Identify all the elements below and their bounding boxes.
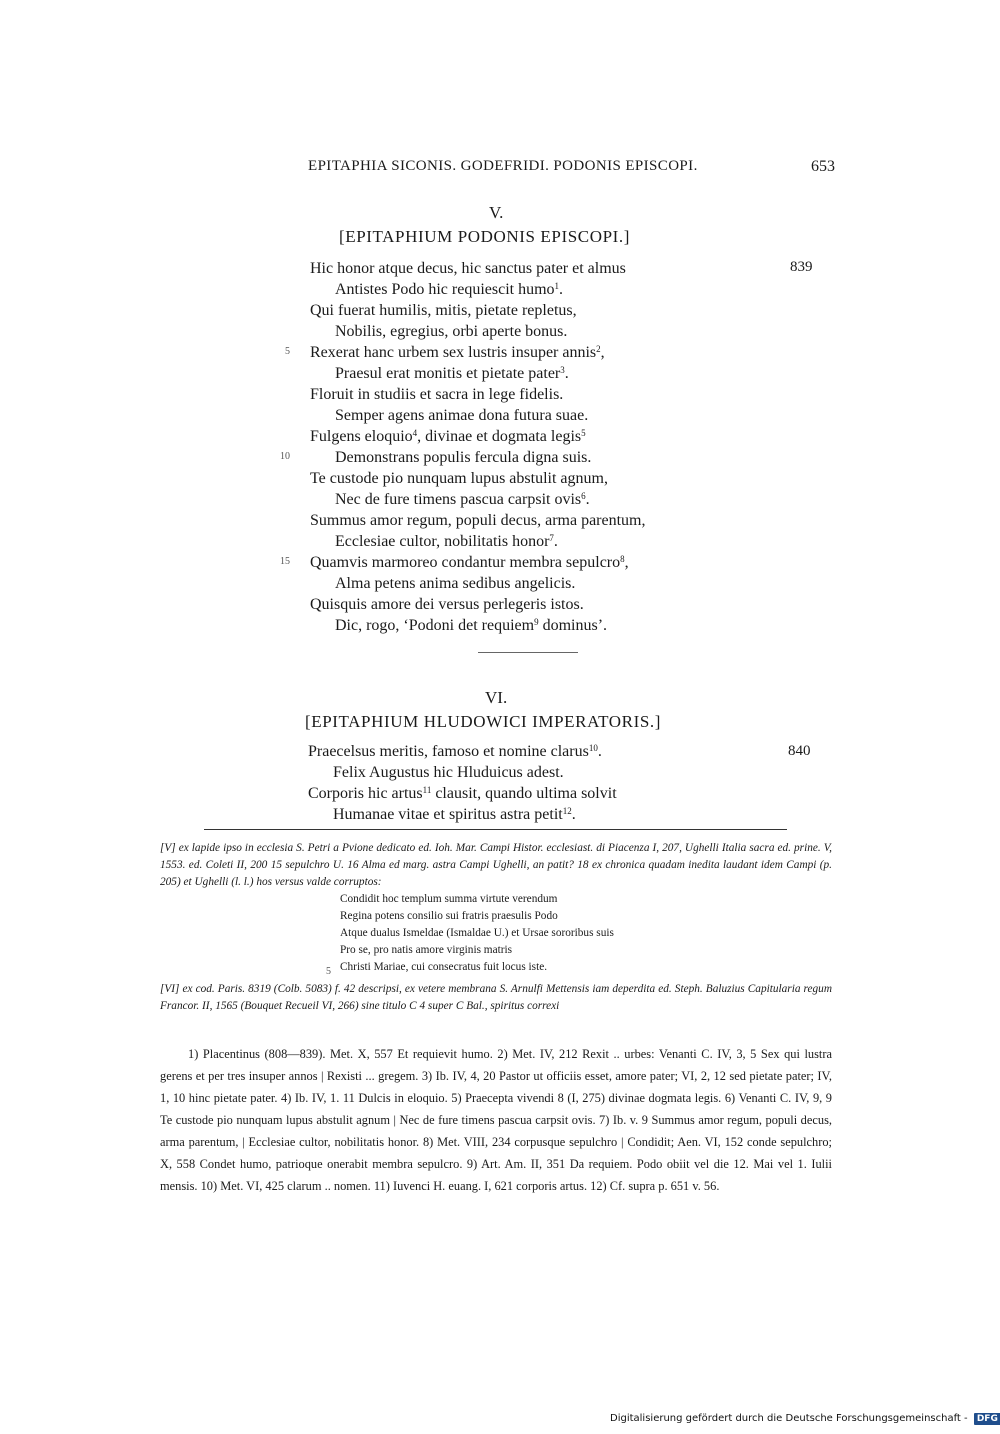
running-head: EPITAPHIA SICONIS. GODEFRIDI. PODONIS EPISCOPI. bbox=[308, 158, 698, 174]
verse-line: Semper agens animae dona futura suae. bbox=[335, 407, 589, 424]
footnote-ref[interactable]: 7 bbox=[549, 533, 554, 543]
footnote-ref[interactable]: 3 bbox=[560, 365, 565, 375]
poem-line: Regina potens consilio sui fratris praesulis Podo bbox=[340, 910, 558, 922]
footnote-ref[interactable]: 11 bbox=[422, 785, 432, 795]
verse-line: Rexerat hanc urbem sex lustris insuper annis$^2$, bbox=[310, 344, 605, 361]
footnote-ref[interactable]: 2 bbox=[596, 344, 601, 354]
verse-line: Nec de fure timens pascua carpsit ovis$^6$. bbox=[335, 491, 590, 508]
footnote-ref[interactable]: 6 bbox=[581, 491, 586, 501]
verse-line: Qui fuerat humilis, mitis, pietate repletus, bbox=[310, 302, 577, 319]
apparatus-v bbox=[160, 840, 832, 891]
apparatus-poem bbox=[340, 891, 614, 976]
footnotes-text: 1) Placentinus (808—839). Met. X, 557 Et requievit humo. 2) Met. IV, 212 Rexit .. urbes: Venanti C. IV, 3, 5 Sex qui lustra gerens et per tres insuper annos | Rexisti ... gregem. 3) Ib. IV, 4, 20 Pastor ut officiis esset, amore pater; VI, 2, 12 sed pietate pater; IV, 1, 10 hinc pietate pater. 4) Ib. IV, 1. 11 Dulcis in eloquio. 5) Praecepta vivendi 8 (I, 275) divinae dogmata legis. 6) Venanti C. IV, 9, 9 Te custode pio nunquam lupus abstulit agnum | Nec de fure timens pascua carpsit ovis. 7) Ib. v. 9 Summus amor regum, populi decus, arma parentum, | Ecclesiae cultor, nobilitatis honor. 8) Met. VIII, 234 corpusque sepulchro | Condidit; Aen. VI, 152 conde sepulchro; X, 558 Condet humo, patrioque onerabit membra sepulcro. 9) Art. Am. II, 351 Da requiem. Podo obiit vel die 12. Mai vel 1. Iulii mensis. 10) Met. VI, 425 clarum .. nomen. 11) Iuvenci H. euang. I, 621 corporis artus. 12) Cf. supra p. 651 v. 56. bbox=[160, 1047, 832, 1193]
verse-line: Corporis hic artus$^{11}$ clausit, quando ultima solvit bbox=[308, 785, 617, 802]
verse-line: Praecelsus meritis, famoso et nomine clarus$^{10}$. bbox=[308, 743, 602, 760]
verse-line: Quamvis marmoreo condantur membra sepulcro$^8$, bbox=[310, 554, 629, 571]
line-number: 10 bbox=[280, 451, 290, 462]
poem-line: Condidit hoc templum summa virtute verendum bbox=[340, 893, 558, 905]
page-number: 653 bbox=[811, 158, 835, 175]
verse-line: Summus amor regum, populi decus, arma parentum, bbox=[310, 512, 646, 529]
poem-line-number: 5 bbox=[326, 966, 331, 977]
section-vi-title: [EPITAPHIUM HLUDOWICI IMPERATORIS.] bbox=[305, 712, 662, 731]
footnote-ref[interactable]: 12 bbox=[562, 806, 572, 816]
verse-line: Hic honor atque decus, hic sanctus pater et almus bbox=[310, 260, 626, 277]
verse-line: Ecclesiae cultor, nobilitatis honor$^7$. bbox=[335, 533, 558, 550]
verse-line: Te custode pio nunquam lupus abstulit agnum, bbox=[310, 470, 608, 487]
dfg-logo-icon[interactable]: DFG bbox=[974, 1413, 1000, 1425]
verse-line: Praesul erat monitis et pietate pater$^3$. bbox=[335, 365, 569, 382]
verse-line: Dic, rogo, ‘Podoni det requiem$^9$ dominus’. bbox=[335, 617, 608, 634]
footnote-ref[interactable]: 9 bbox=[534, 617, 539, 627]
apparatus-rule bbox=[204, 829, 787, 830]
footnote-ref[interactable]: 10 bbox=[588, 743, 598, 753]
section-vi-year: 840 bbox=[788, 743, 811, 759]
verse-line: Quisquis amore dei versus perlegeris istos. bbox=[310, 596, 584, 613]
section-divider bbox=[478, 652, 578, 653]
poem-line: Pro se, pro natis amore virginis matris bbox=[340, 944, 513, 956]
verse-line: Alma petens anima sedibus angelicis. bbox=[335, 575, 576, 592]
footnotes bbox=[160, 1043, 832, 1197]
verse-line: Nobilis, egregius, orbi aperte bonus. bbox=[335, 323, 568, 340]
apparatus-vi-text: [VI] ex cod. Paris. 8319 (Colb. 5083) f. 42 descripsi, ex vetere membrana S. Arnulfi Mettensis iam deperdita ed. Steph. Baluzius Capitularia regum Francor. II, 1565 (Bouquet Recueil VI, 266) sine titulo C 4 super C Bal., spiritus correxi bbox=[160, 983, 832, 1012]
verse-line: Floruit in studiis et sacra in lege fidelis. bbox=[310, 386, 564, 403]
apparatus-v-text: [V] ex lapide ipso in ecclesia S. Petri a Pvione dedicato ed. Ioh. Mar. Campi Histor. ecclesiast. di Piacenza I, 207, Ughelli Italia sacra ed. prine. V, 1553. ed. Coleti II, 200 15 sepulchro U. 16 Alma ed marg. astra Campi Ughelli, an patit? 18 ex chronica quadam inedita laudant idem Campi (p. 205) et Ughelli (l. l.) hos versus valde corruptos: bbox=[160, 842, 832, 888]
footnote-ref[interactable]: 5 bbox=[581, 428, 586, 438]
section-v-numeral: V. bbox=[489, 203, 504, 222]
line-number: 5 bbox=[285, 346, 290, 357]
poem-line: Christi Mariae, cui consecratus fuit locus iste. bbox=[340, 961, 548, 973]
verse-line: Antistes Podo hic requiescit humo$^1$. bbox=[335, 281, 564, 298]
footnote-ref[interactable]: 4 bbox=[412, 428, 418, 438]
credit-text: Digitalisierung gefördert durch die Deutsche Forschungsgemeinschaft - bbox=[610, 1413, 968, 1424]
verse-line: Demonstrans populis fercula digna suis. bbox=[335, 449, 592, 466]
digitization-credit bbox=[610, 1413, 1000, 1425]
section-v-year: 839 bbox=[790, 259, 813, 275]
apparatus-vi bbox=[160, 981, 832, 1015]
poem-line: Atque dualus Ismeldae (Ismaldae U.) et Ursae sororibus suis bbox=[340, 927, 614, 939]
verse-line: Felix Augustus hic Hluduicus adest. bbox=[333, 764, 564, 781]
verse-line: Humanae vitae et spiritus astra petit$^{12}$. bbox=[333, 806, 576, 823]
footnote-ref[interactable]: 8 bbox=[620, 554, 625, 564]
section-v-title: [EPITAPHIUM PODONIS EPISCOPI.] bbox=[339, 227, 631, 246]
line-number: 15 bbox=[280, 556, 290, 567]
section-vi-numeral: VI. bbox=[485, 688, 508, 707]
verse-line: Fulgens eloquio$^4$, divinae et dogmata legis$^5$ bbox=[310, 428, 586, 445]
footnote-ref[interactable]: 1 bbox=[554, 281, 560, 291]
